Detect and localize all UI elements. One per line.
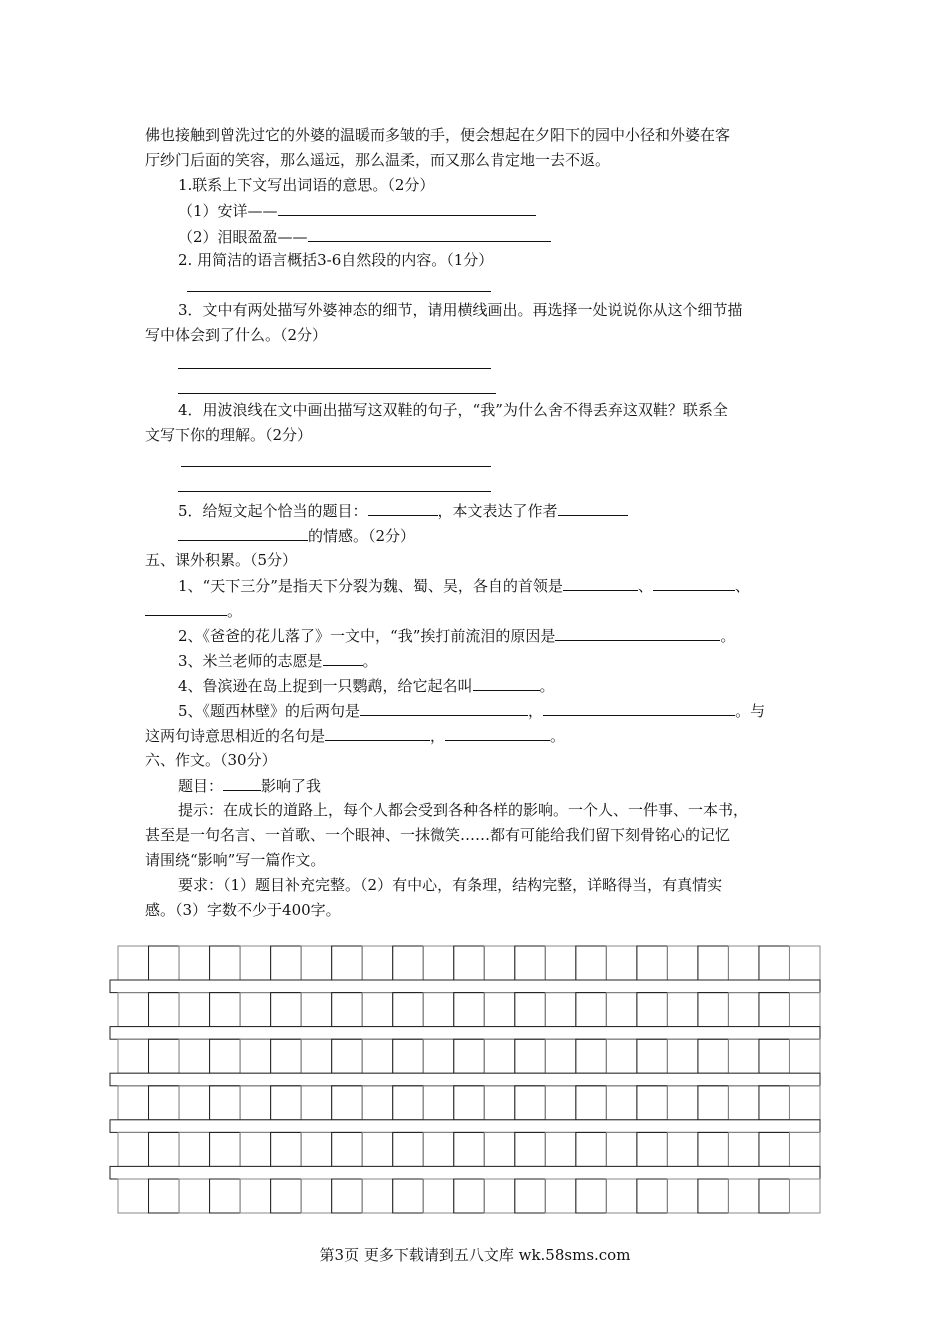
grid-cell[interactable]: [454, 1086, 485, 1120]
question-text: 2、《爸爸的花儿落了》一文中，“我”挨打前流泪的原因是: [178, 627, 556, 645]
grid-cell[interactable]: [301, 1086, 332, 1120]
grid-cell[interactable]: [789, 1132, 820, 1166]
grid-cell[interactable]: [515, 1086, 546, 1120]
grid-cell[interactable]: [637, 1179, 668, 1213]
grid-cell[interactable]: [393, 1086, 424, 1120]
question-4: 文写下你的理解。（2分）: [145, 426, 313, 444]
grid-cell[interactable]: [149, 1086, 180, 1120]
grid-cell[interactable]: [698, 1086, 729, 1120]
grid-cell[interactable]: [210, 1086, 241, 1120]
grid-cell[interactable]: [149, 1132, 180, 1166]
grid-cell[interactable]: [545, 1086, 576, 1120]
essay-requirements: 感。（3）字数不少于400字。: [145, 901, 341, 919]
grid-cell[interactable]: [301, 993, 332, 1027]
section-6-title: 六、作文。（30分）: [145, 751, 277, 769]
grid-cell[interactable]: [484, 1039, 515, 1073]
grid-cell[interactable]: [606, 1132, 637, 1166]
passage-line: 佛也接触到曾洗过它的外婆的温暖而多皱的手，便会想起在夕阳下的园中小径和外婆在客: [145, 126, 731, 144]
punctuation: 。: [362, 652, 378, 670]
essay-requirements: 要求：（1）题目补充完整。（2）有中心，有条理，结构完整，详略得当，有真情实: [178, 876, 723, 894]
question-text: 1、“天下三分”是指天下分裂为魏、蜀、吴，各自的首领是: [178, 577, 563, 595]
punctuation: 。: [539, 677, 555, 695]
grid-cell[interactable]: [545, 946, 576, 980]
topic-suffix: 影响了我: [261, 777, 322, 795]
grid-cell[interactable]: [240, 993, 271, 1027]
punctuation: 、: [734, 577, 750, 595]
grid-cell[interactable]: [332, 1039, 363, 1073]
grid-cell[interactable]: [423, 993, 454, 1027]
grid-cell[interactable]: [301, 1179, 332, 1213]
grid-cell[interactable]: [210, 1179, 241, 1213]
grid-cell[interactable]: [301, 1039, 332, 1073]
grid-cell[interactable]: [728, 946, 759, 980]
grid-cell[interactable]: [423, 1086, 454, 1120]
grid-cell[interactable]: [454, 1179, 485, 1213]
grid-cell[interactable]: [606, 946, 637, 980]
question-text: ，本文表达了作者: [437, 502, 558, 520]
passage-line: 厅纱门后面的笑容，那么遥远，那么温柔，而又那么肯定地一去不返。: [145, 151, 611, 169]
grid-cell[interactable]: [271, 1179, 302, 1213]
grid-cell[interactable]: [118, 993, 149, 1027]
grid-cell[interactable]: [759, 1179, 790, 1213]
question-text: 5．给短文起个恰当的题目：: [178, 502, 368, 520]
grid-cell[interactable]: [332, 1086, 363, 1120]
grid-cell[interactable]: [545, 993, 576, 1027]
grid-cell[interactable]: [423, 1039, 454, 1073]
question-3: 写中体会到了什么。（2分）: [145, 326, 328, 344]
grid-cell[interactable]: [515, 1132, 546, 1166]
grid-cell[interactable]: [667, 1132, 698, 1166]
grid-cell[interactable]: [179, 1039, 210, 1073]
grid-cell[interactable]: [667, 1179, 698, 1213]
grid-cell[interactable]: [210, 1132, 241, 1166]
grid-cell[interactable]: [484, 946, 515, 980]
grid-cell[interactable]: [576, 1086, 607, 1120]
grid-cell[interactable]: [484, 1132, 515, 1166]
grid-cell[interactable]: [240, 1132, 271, 1166]
grid-cell[interactable]: [759, 1039, 790, 1073]
grid-cell[interactable]: [759, 1132, 790, 1166]
grid-cell[interactable]: [728, 1086, 759, 1120]
grid-cell[interactable]: [362, 946, 393, 980]
grid-cell[interactable]: [240, 1039, 271, 1073]
grid-cell[interactable]: [332, 993, 363, 1027]
grid-cell[interactable]: [179, 946, 210, 980]
grid-cell[interactable]: [667, 993, 698, 1027]
question-text: 5、《题西林壁》的后两句是: [178, 702, 361, 720]
grid-cell[interactable]: [393, 1132, 424, 1166]
grid-cell[interactable]: [362, 1086, 393, 1120]
grid-cell[interactable]: [667, 1039, 698, 1073]
punctuation: 、: [637, 577, 653, 595]
grid-cell[interactable]: [362, 1179, 393, 1213]
grid-cell[interactable]: [515, 946, 546, 980]
grid-cell[interactable]: [576, 993, 607, 1027]
grid-cell[interactable]: [545, 1179, 576, 1213]
grid-cell[interactable]: [728, 993, 759, 1027]
grid-cell[interactable]: [149, 946, 180, 980]
question-text: 这两句诗意思相近的名句是: [145, 727, 326, 745]
grid-cell[interactable]: [393, 993, 424, 1027]
grid-cell[interactable]: [667, 1086, 698, 1120]
grid-row-separator: [110, 980, 820, 993]
topic-label: 题目：: [178, 777, 224, 795]
grid-cell[interactable]: [271, 1039, 302, 1073]
grid-cell[interactable]: [271, 946, 302, 980]
grid-cell[interactable]: [240, 946, 271, 980]
grid-cell[interactable]: [606, 1179, 637, 1213]
grid-cell[interactable]: [576, 1179, 607, 1213]
grid-cell[interactable]: [423, 1132, 454, 1166]
question-2: 2. 用简洁的语言概括3-6自然段的内容。（1分）: [178, 251, 494, 269]
grid-cell[interactable]: [179, 1179, 210, 1213]
grid-cell[interactable]: [515, 1039, 546, 1073]
grid-cell[interactable]: [271, 1132, 302, 1166]
grid-cell[interactable]: [118, 1039, 149, 1073]
question-text: （1）安详——: [178, 202, 278, 220]
grid-cell[interactable]: [698, 946, 729, 980]
grid-cell[interactable]: [637, 993, 668, 1027]
grid-cell[interactable]: [667, 946, 698, 980]
grid-cell[interactable]: [149, 1179, 180, 1213]
punctuation: ，: [430, 727, 446, 745]
grid-cell[interactable]: [698, 1132, 729, 1166]
grid-cell[interactable]: [118, 1086, 149, 1120]
grid-cell[interactable]: [698, 993, 729, 1027]
grid-cell[interactable]: [149, 993, 180, 1027]
grid-cell[interactable]: [484, 1179, 515, 1213]
grid-cell[interactable]: [545, 1132, 576, 1166]
grid-cell[interactable]: [362, 1132, 393, 1166]
grid-cell[interactable]: [789, 946, 820, 980]
grid-cell[interactable]: [423, 1179, 454, 1213]
grid-row-separator: [110, 1073, 820, 1086]
grid-cell[interactable]: [759, 1086, 790, 1120]
grid-cell[interactable]: [393, 946, 424, 980]
grid-cell[interactable]: [698, 1179, 729, 1213]
grid-cell[interactable]: [240, 1179, 271, 1213]
grid-cell[interactable]: [637, 1086, 668, 1120]
grid-cell[interactable]: [484, 1086, 515, 1120]
grid-cell[interactable]: [423, 946, 454, 980]
grid-row-separator: [110, 1027, 820, 1040]
grid-cell[interactable]: [149, 1039, 180, 1073]
grid-cell[interactable]: [179, 1086, 210, 1120]
grid-cell[interactable]: [576, 1132, 607, 1166]
section-5-title: 五、课外积累。（5分）: [145, 551, 298, 569]
grid-cell[interactable]: [210, 1039, 241, 1073]
grid-row-separator: [110, 1120, 820, 1133]
grid-cell[interactable]: [728, 1179, 759, 1213]
grid-cell[interactable]: [271, 1086, 302, 1120]
grid-cell[interactable]: [179, 1132, 210, 1166]
grid-cell[interactable]: [759, 946, 790, 980]
grid-cell[interactable]: [240, 1086, 271, 1120]
grid-cell[interactable]: [454, 1039, 485, 1073]
page-footer: 第3页 更多下载请到五八文库 wk.58sms.com: [319, 1246, 631, 1264]
grid-cell[interactable]: [210, 993, 241, 1027]
grid-cell[interactable]: [118, 946, 149, 980]
grid-cell[interactable]: [179, 993, 210, 1027]
grid-cell[interactable]: [637, 1132, 668, 1166]
question-4: 4．用波浪线在文中画出描写这双鞋的句子，“我”为什么舍不得丢弃这双鞋？联系全: [178, 401, 728, 419]
question-1: 1.联系上下文写出词语的意思。（2分）: [178, 176, 435, 194]
grid-cell[interactable]: [789, 1086, 820, 1120]
grid-cell[interactable]: [789, 1039, 820, 1073]
grid-cell[interactable]: [362, 1039, 393, 1073]
grid-cell[interactable]: [698, 1039, 729, 1073]
grid-cell[interactable]: [362, 993, 393, 1027]
grid-cell[interactable]: [545, 1039, 576, 1073]
grid-cell[interactable]: [118, 1179, 149, 1213]
grid-cell[interactable]: [301, 946, 332, 980]
grid-cell[interactable]: [210, 946, 241, 980]
punctuation: 。与: [735, 702, 766, 720]
grid-cell[interactable]: [637, 946, 668, 980]
grid-cell[interactable]: [393, 1039, 424, 1073]
essay-hint: 提示：在成长的道路上，每个人都会受到各种各样的影响。一个人、一件事、一本书，: [178, 801, 749, 819]
essay-hint: 请围绕“影响”写一篇作文。: [145, 851, 326, 869]
grid-cell[interactable]: [454, 1132, 485, 1166]
grid-cell[interactable]: [576, 946, 607, 980]
question-text: 的情感。（2分）: [308, 527, 416, 545]
grid-cell[interactable]: [484, 993, 515, 1027]
question-text: （2）泪眼盈盈——: [178, 228, 308, 246]
grid-cell[interactable]: [515, 993, 546, 1027]
question-text: 3、米兰老师的志愿是: [178, 652, 323, 670]
grid-cell[interactable]: [637, 1039, 668, 1073]
grid-cell[interactable]: [576, 1039, 607, 1073]
grid-cell[interactable]: [515, 1179, 546, 1213]
grid-cell[interactable]: [606, 1039, 637, 1073]
grid-cell[interactable]: [606, 993, 637, 1027]
punctuation: 。: [227, 602, 243, 620]
question-text: 4、鲁滨逊在岛上捉到一只鹦鹉，给它起名叫: [178, 677, 473, 695]
grid-cell[interactable]: [454, 946, 485, 980]
grid-cell[interactable]: [332, 1132, 363, 1166]
grid-cell[interactable]: [118, 1132, 149, 1166]
grid-cell[interactable]: [454, 993, 485, 1027]
punctuation: 。: [550, 727, 566, 745]
punctuation: 。: [720, 627, 736, 645]
grid-cell[interactable]: [393, 1179, 424, 1213]
grid-cell[interactable]: [301, 1132, 332, 1166]
grid-cell[interactable]: [332, 946, 363, 980]
grid-cell[interactable]: [332, 1179, 363, 1213]
grid-cell[interactable]: [789, 1179, 820, 1213]
grid-cell[interactable]: [759, 993, 790, 1027]
punctuation: ，: [528, 702, 544, 720]
essay-hint: 甚至是一句名言、一首歌、一个眼神、一抹微笑……都有可能给我们留下刻骨铭心的记忆: [145, 826, 731, 844]
grid-cell[interactable]: [789, 993, 820, 1027]
grid-cell[interactable]: [728, 1132, 759, 1166]
grid-cell[interactable]: [606, 1086, 637, 1120]
question-3: 3．文中有两处描写外婆神态的细节，请用横线画出。再选择一处说说你从这个细节描: [178, 301, 743, 319]
grid-cell[interactable]: [271, 993, 302, 1027]
grid-cell[interactable]: [728, 1039, 759, 1073]
grid-row-separator: [110, 1166, 820, 1179]
